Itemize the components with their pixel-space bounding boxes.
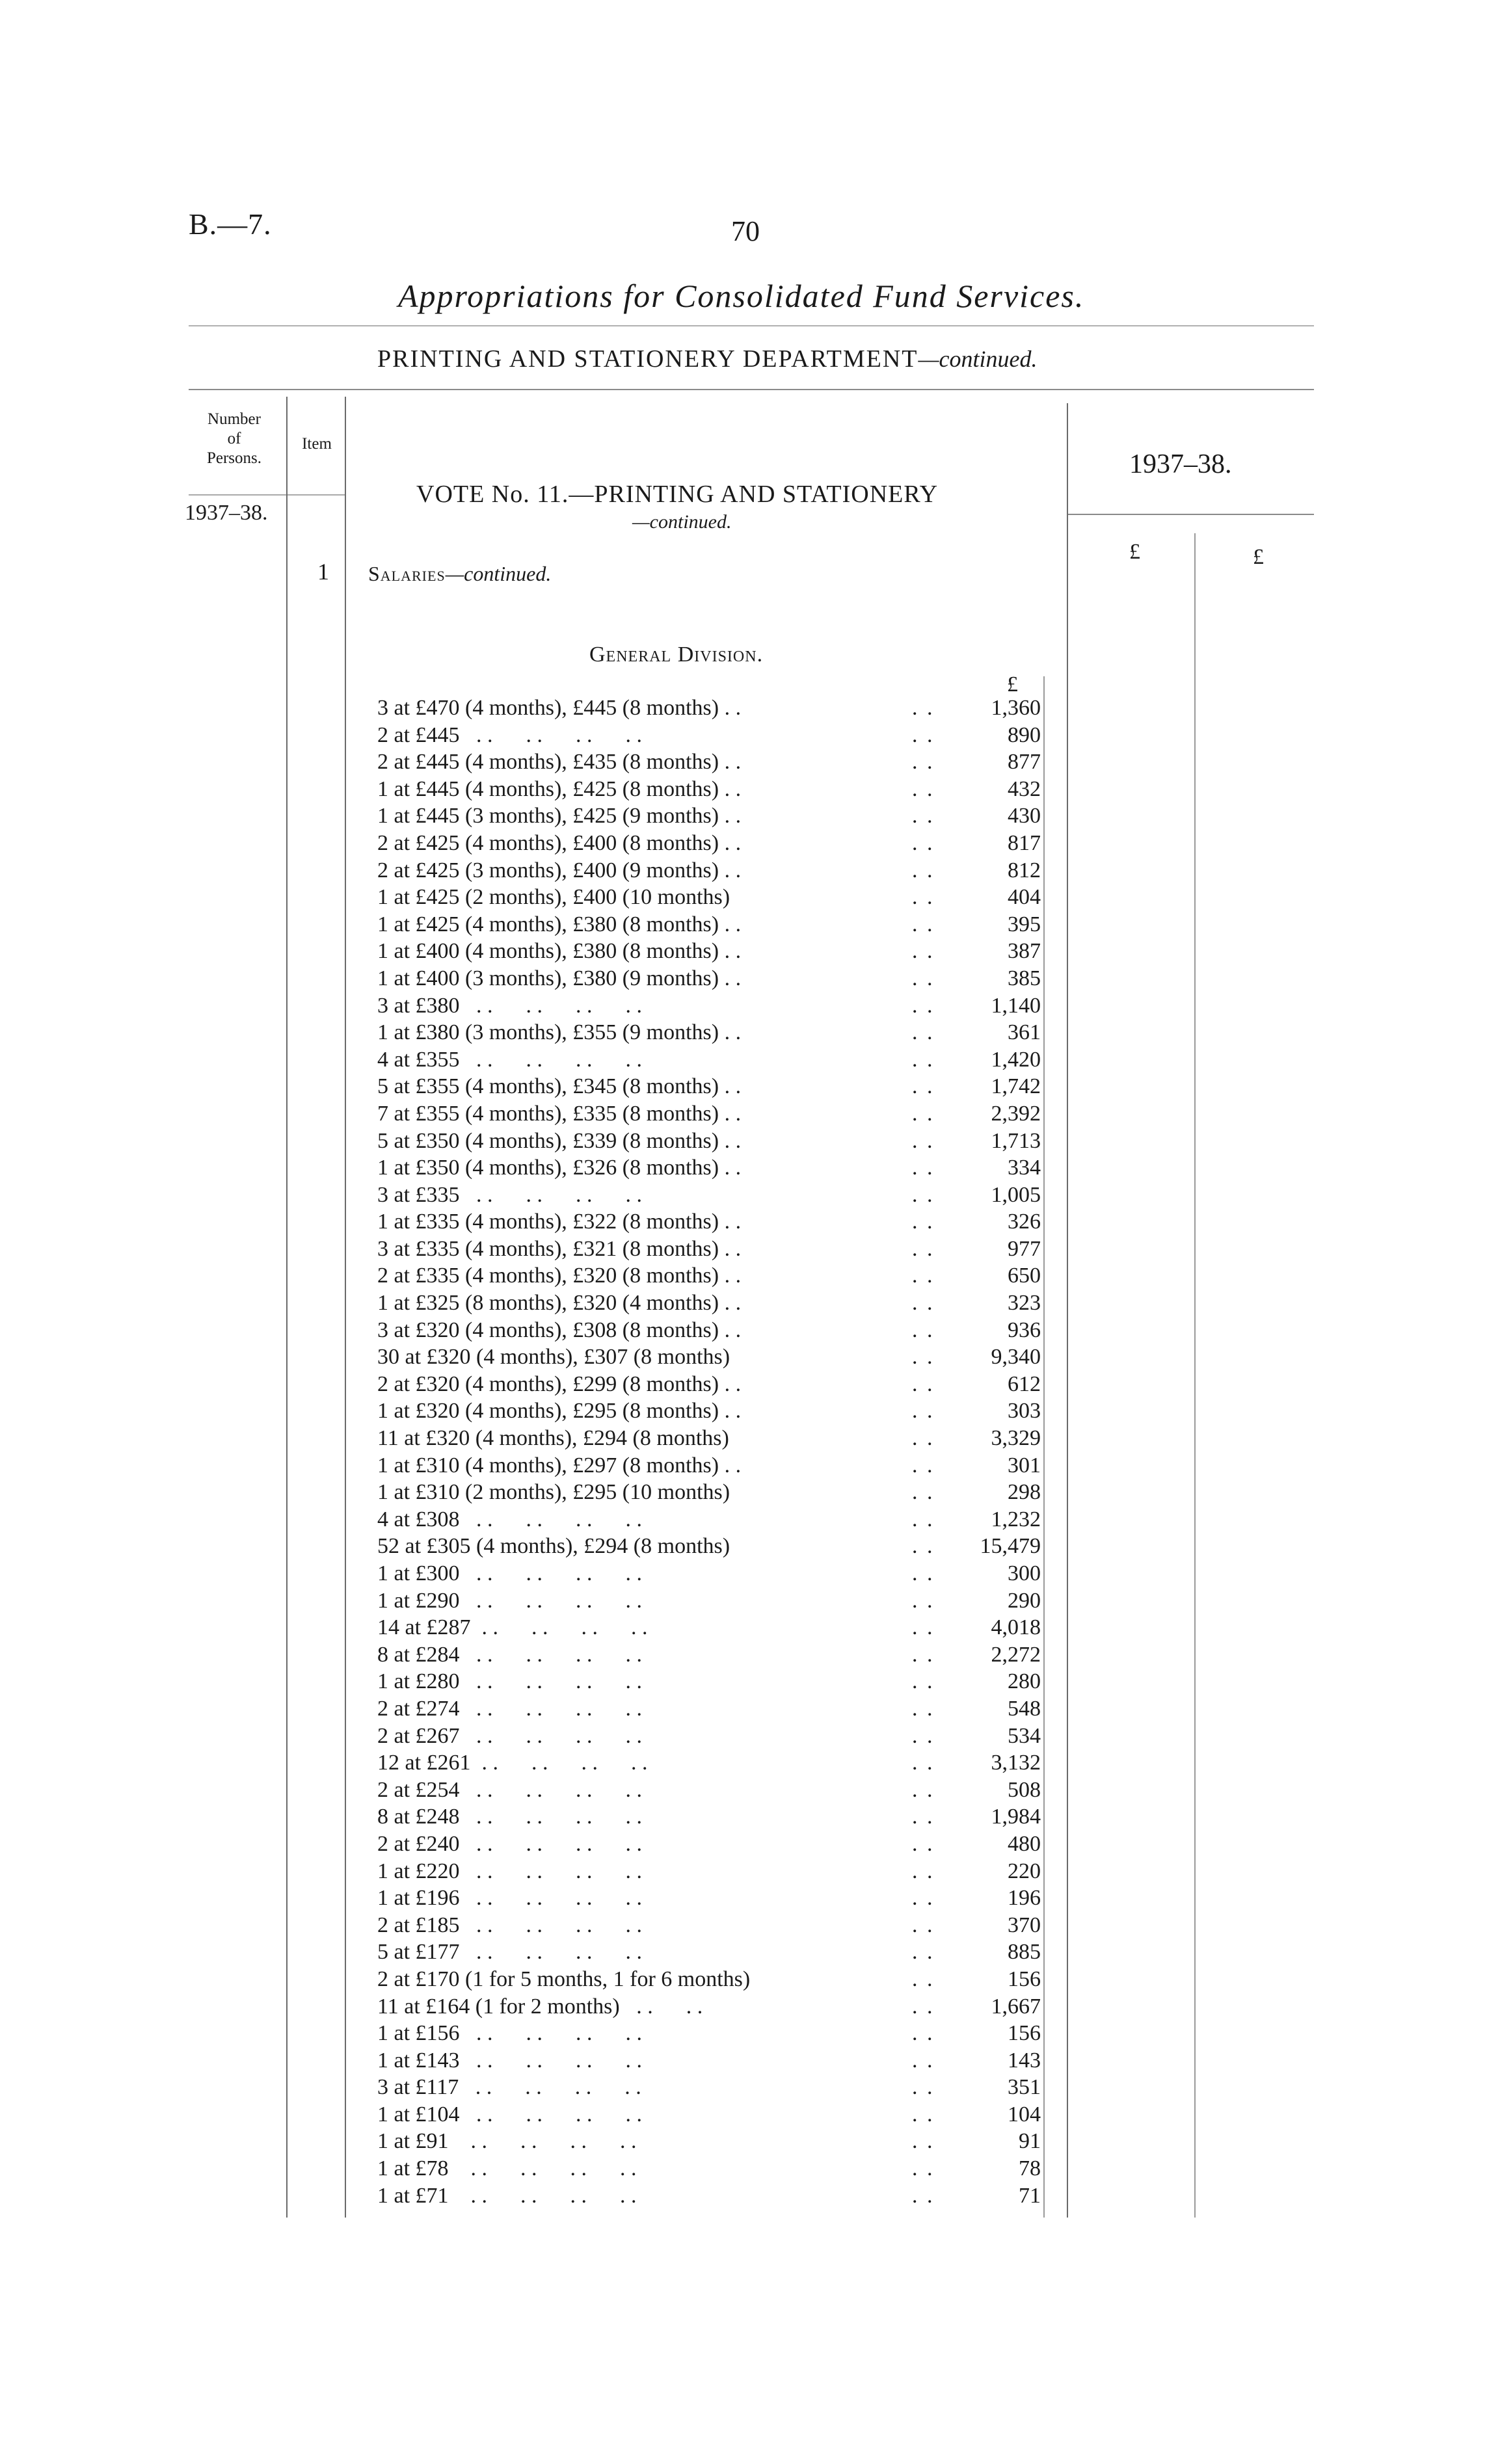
row-amount: 432 <box>1008 776 1041 801</box>
table-row <box>0 2129 1487 2156</box>
row-leader-dots: . . <box>912 2075 935 2100</box>
number-of-persons-line-3: Persons. <box>206 449 262 467</box>
row-amount: 1,360 <box>991 696 1041 720</box>
row-leader-dots: . . <box>912 1020 935 1045</box>
row-description: 1 at £220 . . . . . . . . <box>377 1859 643 1883</box>
row-amount: 298 <box>1008 1480 1041 1505</box>
row-leader-dots: . . <box>912 1777 935 1802</box>
table-row <box>0 1643 1487 1670</box>
row-description: 11 at £164 (1 for 2 months) . . . . <box>377 1994 703 2019</box>
row-description: 1 at £143 . . . . . . . . <box>377 2048 643 2073</box>
table-row <box>0 1615 1487 1643</box>
department-heading <box>377 345 1038 373</box>
row-amount: 91 <box>1019 2129 1041 2154</box>
row-description: 5 at £177 . . . . . . . . <box>377 1940 643 1965</box>
salary-table <box>0 696 1487 2210</box>
table-row <box>0 1345 1487 1372</box>
table-row <box>0 1697 1487 1724</box>
table-row <box>0 1453 1487 1481</box>
row-amount: 370 <box>1008 1913 1041 1937</box>
table-row <box>0 1940 1487 1967</box>
row-amount: 104 <box>1008 2102 1041 2126</box>
row-amount: 326 <box>1008 1210 1041 1234</box>
row-description: 3 at £320 (4 months), £308 (8 months) . . <box>377 1318 742 1342</box>
year-right-header: 1937–38. <box>1129 449 1232 479</box>
table-row <box>0 723 1487 750</box>
salaries-label: Salaries <box>368 562 446 585</box>
row-leader-dots: . . <box>912 1642 935 1667</box>
row-description: 1 at £425 (2 months), £400 (10 months) <box>377 885 730 910</box>
table-row <box>0 1669 1487 1697</box>
row-amount: 404 <box>1008 885 1041 910</box>
table-row <box>0 750 1487 777</box>
row-amount: 877 <box>1008 750 1041 775</box>
row-leader-dots: . . <box>912 1101 935 1126</box>
row-leader-dots: . . <box>912 2102 935 2126</box>
row-leader-dots: . . <box>912 1264 935 1288</box>
row-leader-dots: . . <box>912 2129 935 2154</box>
row-leader-dots: . . <box>912 696 935 720</box>
row-amount: 817 <box>1008 830 1041 855</box>
row-amount: 1,420 <box>991 1047 1041 1072</box>
row-amount: 395 <box>1008 912 1041 936</box>
row-leader-dots: . . <box>912 1453 935 1477</box>
row-amount: 977 <box>1008 1236 1041 1261</box>
table-row <box>0 1994 1487 2022</box>
row-amount: 885 <box>1008 1940 1041 1965</box>
row-amount: 334 <box>1008 1156 1041 1180</box>
row-amount: 650 <box>1008 1264 1041 1288</box>
vote-continued: —continued. <box>632 511 732 533</box>
table-row <box>0 2184 1487 2211</box>
row-amount: 1,713 <box>991 1128 1041 1153</box>
row-leader-dots: . . <box>912 1723 935 1748</box>
row-leader-dots: . . <box>912 1182 935 1207</box>
pound-sign-col-1: £ <box>1129 540 1140 564</box>
row-description: 1 at £300 . . . . . . . . <box>377 1561 643 1585</box>
row-amount: 548 <box>1008 1696 1041 1721</box>
row-leader-dots: . . <box>912 1156 935 1180</box>
row-leader-dots: . . <box>912 1913 935 1937</box>
row-amount: 890 <box>1008 722 1041 747</box>
table-row <box>0 1237 1487 1264</box>
row-amount: 3,329 <box>991 1426 1041 1451</box>
row-description: 1 at £91 . . . . . . . . <box>377 2129 637 2154</box>
row-amount: 15,479 <box>980 1534 1041 1559</box>
title-rule <box>189 325 1314 326</box>
table-row <box>0 1967 1487 1994</box>
row-amount: 1,005 <box>991 1182 1041 1207</box>
row-description: 3 at £117 . . . . . . . . <box>377 2075 641 2100</box>
table-row <box>0 1183 1487 1210</box>
row-leader-dots: . . <box>912 2183 935 2208</box>
table-row <box>0 804 1487 831</box>
table-row <box>0 696 1487 723</box>
number-of-persons-header <box>189 410 280 468</box>
department-name: PRINTING AND STATIONERY DEPARTMENT <box>377 345 918 373</box>
table-row <box>0 912 1487 940</box>
row-amount: 508 <box>1008 1777 1041 1802</box>
row-description: 2 at £170 (1 for 5 months, 1 for 6 months) <box>377 1967 751 1991</box>
row-description: 5 at £355 (4 months), £345 (8 months) . . <box>377 1074 742 1099</box>
row-amount: 2,392 <box>991 1101 1041 1126</box>
row-leader-dots: . . <box>912 912 935 936</box>
row-description: 2 at £274 . . . . . . . . <box>377 1696 643 1721</box>
row-description: 1 at £196 . . . . . . . . <box>377 1886 643 1911</box>
row-amount: 1,232 <box>991 1507 1041 1531</box>
row-leader-dots: . . <box>912 1994 935 2019</box>
number-of-persons-line-1: Number <box>208 410 261 428</box>
table-row <box>0 1589 1487 1616</box>
row-leader-dots: . . <box>912 1480 935 1505</box>
row-leader-dots: . . <box>912 1588 935 1613</box>
row-description: 2 at £267 . . . . . . . . <box>377 1723 643 1748</box>
row-leader-dots: . . <box>912 830 935 855</box>
row-description: 4 at £355 . . . . . . . . <box>377 1047 643 1072</box>
table-row <box>0 1291 1487 1318</box>
row-description: 1 at £280 . . . . . . . . <box>377 1669 643 1694</box>
row-leader-dots: . . <box>912 1751 935 1775</box>
row-amount: 196 <box>1008 1886 1041 1911</box>
row-amount: 812 <box>1008 858 1041 882</box>
table-row <box>0 777 1487 804</box>
row-leader-dots: . . <box>912 1371 935 1396</box>
row-description: 2 at £425 (3 months), £400 (9 months) . . <box>377 858 742 882</box>
row-leader-dots: . . <box>912 1291 935 1316</box>
table-row <box>0 1210 1487 1237</box>
table-row <box>0 1859 1487 1887</box>
row-leader-dots: . . <box>912 885 935 910</box>
table-row <box>0 1724 1487 1751</box>
row-amount: 385 <box>1008 966 1041 990</box>
year-left-header: 1937–38. <box>185 501 268 525</box>
year-right-rule <box>1067 514 1314 515</box>
row-description: 2 at £445 . . . . . . . . <box>377 722 643 747</box>
table-row <box>0 2102 1487 2130</box>
row-amount: 1,667 <box>991 1994 1041 2019</box>
row-amount: 290 <box>1008 1588 1041 1613</box>
row-description: 2 at £185 . . . . . . . . <box>377 1913 643 1937</box>
row-leader-dots: . . <box>912 1074 935 1099</box>
table-row <box>0 966 1487 994</box>
row-description: 2 at £445 (4 months), £435 (8 months) . . <box>377 750 742 775</box>
row-amount: 9,340 <box>991 1345 1041 1370</box>
row-leader-dots: . . <box>912 1886 935 1911</box>
table-row <box>0 1399 1487 1426</box>
row-description: 1 at £325 (8 months), £320 (4 months) . . <box>377 1291 742 1316</box>
row-leader-dots: . . <box>912 2156 935 2181</box>
row-leader-dots: . . <box>912 1128 935 1153</box>
row-description: 2 at £335 (4 months), £320 (8 months) . . <box>377 1264 742 1288</box>
row-description: 3 at £380 . . . . . . . . <box>377 993 643 1018</box>
department-continued: —continued. <box>918 346 1038 372</box>
table-row <box>0 1372 1487 1399</box>
general-division-heading: General Division. <box>589 642 764 667</box>
table-row <box>0 1129 1487 1156</box>
row-amount: 387 <box>1008 939 1041 964</box>
row-amount: 280 <box>1008 1669 1041 1694</box>
row-amount: 303 <box>1008 1399 1041 1424</box>
row-amount: 323 <box>1008 1291 1041 1316</box>
row-amount: 351 <box>1008 2075 1041 2100</box>
row-leader-dots: . . <box>912 1805 935 1829</box>
row-amount: 3,132 <box>991 1751 1041 1775</box>
table-row <box>0 1264 1487 1291</box>
table-row <box>0 1832 1487 1859</box>
table-row <box>0 1074 1487 1102</box>
row-description: 2 at £254 . . . . . . . . <box>377 1777 643 1802</box>
row-leader-dots: . . <box>912 1426 935 1451</box>
row-leader-dots: . . <box>912 1318 935 1342</box>
row-amount: 78 <box>1019 2156 1041 2181</box>
row-leader-dots: . . <box>912 1615 935 1640</box>
table-row <box>0 1778 1487 1805</box>
row-description: 30 at £320 (4 months), £307 (8 months) <box>377 1345 730 1370</box>
number-of-persons-line-2: of <box>227 430 241 447</box>
item-header: Item <box>302 435 332 453</box>
pound-sign-col-2: £ <box>1253 545 1264 569</box>
row-description: 14 at £287 . . . . . . . . <box>377 1615 648 1640</box>
table-row <box>0 831 1487 858</box>
table-top-rule <box>189 389 1314 390</box>
table-row <box>0 1020 1487 1048</box>
row-description: 12 at £261 . . . . . . . . <box>377 1751 648 1775</box>
row-amount: 534 <box>1008 1723 1041 1748</box>
row-description: 52 at £305 (4 months), £294 (8 months) <box>377 1534 730 1559</box>
row-leader-dots: . . <box>912 858 935 882</box>
table-row <box>0 2048 1487 2076</box>
row-leader-dots: . . <box>912 750 935 775</box>
row-description: 1 at £310 (2 months), £295 (10 months) <box>377 1480 730 1505</box>
row-leader-dots: . . <box>912 1696 935 1721</box>
row-leader-dots: . . <box>912 1561 935 1585</box>
row-leader-dots: . . <box>912 1210 935 1234</box>
row-amount: 220 <box>1008 1859 1041 1883</box>
row-amount: 361 <box>1008 1020 1041 1045</box>
document-reference: B.—7. <box>189 207 272 241</box>
row-description: 3 at £335 . . . . . . . . <box>377 1182 643 1207</box>
table-row <box>0 885 1487 912</box>
table-row <box>0 994 1487 1021</box>
table-row <box>0 1561 1487 1589</box>
row-description: 1 at £78 . . . . . . . . <box>377 2156 637 2181</box>
row-description: 7 at £355 (4 months), £335 (8 months) . . <box>377 1101 742 1126</box>
row-description: 8 at £248 . . . . . . . . <box>377 1805 643 1829</box>
row-description: 1 at £290 . . . . . . . . <box>377 1588 643 1613</box>
row-description: 3 at £470 (4 months), £445 (8 months) . . <box>377 696 742 720</box>
row-leader-dots: . . <box>912 1859 935 1883</box>
row-description: 2 at £320 (4 months), £299 (8 months) . . <box>377 1371 742 1396</box>
table-row <box>0 1048 1487 1075</box>
row-leader-dots: . . <box>912 993 935 1018</box>
salaries-heading <box>368 562 551 586</box>
row-description: 1 at £156 . . . . . . . . <box>377 2021 643 2046</box>
row-amount: 156 <box>1008 2021 1041 2046</box>
row-leader-dots: . . <box>912 776 935 801</box>
row-description: 1 at £350 (4 months), £326 (8 months) . . <box>377 1156 742 1180</box>
table-row <box>0 1507 1487 1535</box>
row-leader-dots: . . <box>912 966 935 990</box>
row-description: 1 at £445 (3 months), £425 (9 months) . . <box>377 804 742 828</box>
amount-currency: £ <box>1007 672 1018 696</box>
row-description: 2 at £425 (4 months), £400 (8 months) . . <box>377 830 742 855</box>
row-amount: 612 <box>1008 1371 1041 1396</box>
table-row <box>0 1480 1487 1507</box>
row-description: 1 at £445 (4 months), £425 (8 months) . . <box>377 776 742 801</box>
row-description: 2 at £240 . . . . . . . . <box>377 1831 643 1856</box>
row-description: 8 at £284 . . . . . . . . <box>377 1642 643 1667</box>
row-leader-dots: . . <box>912 804 935 828</box>
row-leader-dots: . . <box>912 1236 935 1261</box>
row-amount: 156 <box>1008 1967 1041 1991</box>
header-left-rule <box>189 494 345 496</box>
row-description: 5 at £350 (4 months), £339 (8 months) . . <box>377 1128 742 1153</box>
row-leader-dots: . . <box>912 1047 935 1072</box>
row-leader-dots: . . <box>912 2021 935 2046</box>
row-amount: 1,742 <box>991 1074 1041 1099</box>
row-amount: 430 <box>1008 804 1041 828</box>
row-amount: 936 <box>1008 1318 1041 1342</box>
table-row <box>0 1318 1487 1345</box>
row-description: 1 at £425 (4 months), £380 (8 months) . . <box>377 912 742 936</box>
row-description: 1 at £335 (4 months), £322 (8 months) . . <box>377 1210 742 1234</box>
row-leader-dots: . . <box>912 1399 935 1424</box>
table-row <box>0 2021 1487 2048</box>
row-leader-dots: . . <box>912 1831 935 1856</box>
table-row <box>0 2075 1487 2102</box>
table-row <box>0 858 1487 886</box>
row-description: 1 at £400 (4 months), £380 (8 months) . . <box>377 939 742 964</box>
row-leader-dots: . . <box>912 2048 935 2073</box>
table-row <box>0 1886 1487 1913</box>
row-description: 1 at £320 (4 months), £295 (8 months) . . <box>377 1399 742 1424</box>
row-leader-dots: . . <box>912 1669 935 1694</box>
row-amount: 300 <box>1008 1561 1041 1585</box>
row-description: 1 at £400 (3 months), £380 (9 months) . . <box>377 966 742 990</box>
row-leader-dots: . . <box>912 722 935 747</box>
row-amount: 143 <box>1008 2048 1041 2073</box>
row-description: 4 at £308 . . . . . . . . <box>377 1507 643 1531</box>
row-description: 1 at £310 (4 months), £297 (8 months) . . <box>377 1453 742 1477</box>
vote-title: VOTE No. 11.—PRINTING AND STATIONERY <box>416 481 939 508</box>
row-description: 1 at £71 . . . . . . . . <box>377 2183 637 2208</box>
salaries-continued: —continued. <box>445 562 552 585</box>
row-amount: 1,140 <box>991 993 1041 1018</box>
page-title: Appropriations for Consolidated Fund Services. <box>398 278 1085 314</box>
row-description: 1 at £104 . . . . . . . . <box>377 2102 643 2126</box>
row-amount: 480 <box>1008 1831 1041 1856</box>
table-row <box>0 1534 1487 1561</box>
row-description: 1 at £380 (3 months), £355 (9 months) . . <box>377 1020 742 1045</box>
table-row <box>0 1102 1487 1129</box>
row-description: 3 at £335 (4 months), £321 (8 months) . . <box>377 1236 742 1261</box>
page-number: 70 <box>731 215 760 247</box>
row-amount: 4,018 <box>991 1615 1041 1640</box>
table-row <box>0 1805 1487 1832</box>
row-leader-dots: . . <box>912 939 935 964</box>
table-row <box>0 939 1487 966</box>
table-row <box>0 1426 1487 1453</box>
row-amount: 71 <box>1019 2183 1041 2208</box>
row-amount: 1,984 <box>991 1805 1041 1829</box>
row-description: 11 at £320 (4 months), £294 (8 months) <box>377 1426 729 1451</box>
item-number: 1 <box>317 559 329 585</box>
row-leader-dots: . . <box>912 1967 935 1991</box>
row-leader-dots: . . <box>912 1534 935 1559</box>
row-leader-dots: . . <box>912 1345 935 1370</box>
table-row <box>0 1156 1487 1183</box>
row-leader-dots: . . <box>912 1507 935 1531</box>
table-row <box>0 1913 1487 1941</box>
row-amount: 301 <box>1008 1453 1041 1477</box>
table-row <box>0 1751 1487 1778</box>
row-leader-dots: . . <box>912 1940 935 1965</box>
row-amount: 2,272 <box>991 1642 1041 1667</box>
table-row <box>0 2156 1487 2184</box>
